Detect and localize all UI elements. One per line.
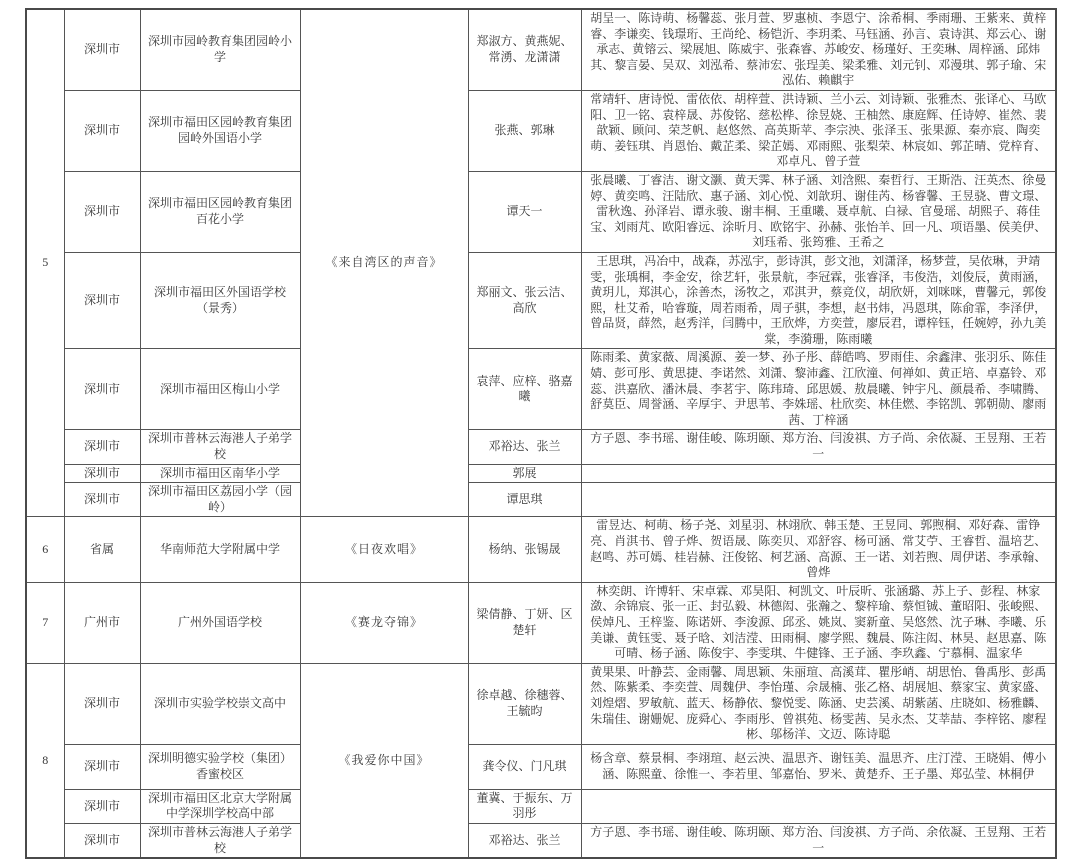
cell-city: 深圳市 (64, 744, 140, 789)
cell-city: 广州市 (64, 582, 140, 663)
table-row (26, 430, 1056, 464)
cell-teachers: 邓裕达、张兰 (468, 823, 581, 858)
cell-teachers: 谭天一 (468, 171, 581, 252)
cell-school: 深圳市福田区外国语学校（景秀） (140, 252, 300, 349)
cell-school: 深圳市普林云海港人子弟学校 (140, 823, 300, 858)
cell-school: 深圳市福田区南华小学 (140, 464, 300, 483)
cell-students: 胡呈一、陈诗萌、杨馨蕊、张月萱、罗惠桢、李恩宁、涂希桐、季雨珊、王紫来、黄梓睿、李谦奕、钱璟珩、王尚纶、杨铠沂、李玥柔、马钰涵、孙言、袁诗淇、郑云心、谢承志、黄镕云、梁展旭、陈威宇、张森睿、苏峻安、杨瑾好、王奕琳、周梓涵、邱炜其、黎言晏、吴双、刘泓希、蔡沛宏、张珵美、梁柔雅、刘元钊、邓漫琪、郭子瑜、宋泓佑、赖麒宇 (581, 9, 1056, 90)
cell-students: 陈雨柔、黄家薇、周溪源、姜一梦、孙子彤、薛皓鸣、罗雨佳、余鑫津、张羽乐、陈佳婧、彭可彤、黄思捷、李诺然、刘潇、黎沛鑫、江欣潼、何禅如、黄正培、卓嘉铃、邓蕊、洪嘉欣、潘沐晨、李茗宇、陈玮琦、邱思媛、敖晨曦、钟宇凡、颜晨希、李啸腾、舒莫臣、周誉涵、辛厚宇、尹思苇、李姝瑶、杜欣奕、林佳燃、李铭凯、郭朝勋、廖雨茜、丁梓涵 (581, 349, 1056, 430)
cell-teachers: 郑淑方、黄燕妮、常湧、龙潇潇 (468, 9, 581, 90)
cell-students (581, 789, 1056, 823)
roster-table (25, 8, 1057, 859)
table-row (26, 517, 1056, 582)
cell-teachers: 杨纳、张锡晟 (468, 517, 581, 582)
cell-teachers: 郑丽文、张云洁、高欣 (468, 252, 581, 349)
cell-teachers: 张燕、郭琳 (468, 90, 581, 171)
cell-teachers: 谭思琪 (468, 483, 581, 517)
cell-city: 深圳市 (64, 9, 140, 90)
cell-song: 《日夜欢唱》 (300, 517, 468, 582)
cell-song: 《我爱你中国》 (300, 663, 468, 858)
cell-city: 深圳市 (64, 430, 140, 464)
cell-school: 广州外国语学校 (140, 582, 300, 663)
table-row (26, 483, 1056, 517)
cell-school: 深圳明德实验学校（集团）香蜜校区 (140, 744, 300, 789)
table-row (26, 789, 1056, 823)
table-row (26, 582, 1056, 663)
cell-students: 方子恩、李书瑶、谢佳峻、陈玥颐、郑方治、闫浚祺、方子尚、余依凝、王昱翔、王若一 (581, 430, 1056, 464)
cell-city: 深圳市 (64, 252, 140, 349)
table-row (26, 171, 1056, 252)
cell-group-no: 7 (26, 582, 64, 663)
table-row (26, 349, 1056, 430)
cell-students: 方子恩、李书瑶、谢佳峻、陈玥颐、郑方治、闫浚祺、方子尚、余依凝、王昱翔、王若一 (581, 823, 1056, 858)
cell-group-no: 6 (26, 517, 64, 582)
cell-school: 深圳市福田区北京大学附属中学深圳学校高中部 (140, 789, 300, 823)
table-row (26, 663, 1056, 744)
cell-students: 雷昱达、柯萌、杨子尧、刘星羽、林翊欣、韩玉楚、王昱同、郭煦桐、邓好森、雷铮亮、肖淇书、曾子烨、贺语晟、陈奕贝、邓舒容、杨可涵、常艾苧、王睿哲、温培艺、赵鸣、苏可嫣、桂岩赫、汪俊铭、柯艺涵、高源、王一诺、刘若煦、周伊诺、李承翰、曾烨 (581, 517, 1056, 582)
cell-teachers: 龚令仪、门凡琪 (468, 744, 581, 789)
cell-teachers: 邓裕达、张兰 (468, 430, 581, 464)
table-row (26, 9, 1056, 90)
cell-teachers: 董冀、于振东、万羽彤 (468, 789, 581, 823)
table-row (26, 823, 1056, 858)
cell-city: 深圳市 (64, 90, 140, 171)
cell-school: 深圳市福田区荔园小学（园岭） (140, 483, 300, 517)
cell-city: 深圳市 (64, 483, 140, 517)
cell-students: 张晨曦、丁睿洁、谢文灏、黄天霁、林子涵、刘浛熙、秦哲行、王斯浩、汪英杰、徐曼婷、黄奕鸣、汪陆欣、惠子涵、刘心悦、刘歆玥、谢佳芮、杨睿馨、王昱骁、曹文璟、雷秋逸、孙泽岩、谭永骏、谢丰桐、王重曦、聂卓航、白禄、官曼瑶、胡熙子、蒋佳宝、刘雨芃、欧阳睿远、涂昕月、欧铭宇、孙赫、张怡羊、回一凡、项语墨、侯美伊、刘珏希、张筠雅、王希之 (581, 171, 1056, 252)
table-row (26, 464, 1056, 483)
cell-city: 省属 (64, 517, 140, 582)
cell-song: 《来自湾区的声音》 (300, 9, 468, 517)
cell-teachers: 梁倩静、丁妍、区楚轩 (468, 582, 581, 663)
cell-students (581, 464, 1056, 483)
cell-students: 杨含章、蔡景桐、李翊瑄、赵云泱、温思齐、谢钰美、温思齐、庄汀滢、王晓娟、傅小涵、陈熙童、徐惟一、李若里、邹嘉怡、罗米、黄楚乔、王子墨、郑弘莹、林桐伊 (581, 744, 1056, 789)
cell-city: 深圳市 (64, 464, 140, 483)
cell-students: 常靖轩、唐诗悦、雷依依、胡梓萱、洪诗颖、兰小云、刘诗颖、张雅杰、张译心、马欧阳、卫一铭、袁梓晟、苏俊铭、慈松桦、徐昱娆、王柚然、康庭辉、任诗婷、崔然、裴歆颖、顾问、荣芝帆、赵悠然、高英斯苹、李宗泱、张泽玉、张果源、秦亦宸、陶奕萌、姜钰琪、肖恩怡、戴芷柔、梁芷嫣、邓雨熙、张梨荣、林宸如、郭芷晴、党梓育、邓卓凡、曾子萱 (581, 90, 1056, 171)
cell-students (581, 483, 1056, 517)
cell-teachers: 袁萍、应梓、骆嘉曦 (468, 349, 581, 430)
cell-students: 林奕朗、许博轩、宋卓霖、邓昊阳、柯凯文、叶辰昕、张涵璐、苏上子、彭程、林家潋、余锦宸、张一正、封弘毅、林德闳、张瀚之、黎梓瑜、蔡恒铖、董昭阳、张峻熙、侯焯凡、王梓鉴、陈诺妍、李浚源、邱丞、姚岚、窦新童、吴悠然、沈子琳、李曦、乐美谦、黄钰雯、聂子晗、刘洁滢、田雨桐、廖学熙、魏晨、陈注闳、林昊、赵思嘉、陈可晴、杨子涵、陈俊宇、李雯琪、牛健锋、王子涵、李玖鑫、宁慕桐、温家华 (581, 582, 1056, 663)
cell-city: 深圳市 (64, 789, 140, 823)
cell-school: 深圳市福田区园岭教育集团百花小学 (140, 171, 300, 252)
cell-teachers: 郭展 (468, 464, 581, 483)
cell-school: 深圳市福田区梅山小学 (140, 349, 300, 430)
table-row (26, 90, 1056, 171)
cell-group-no: 8 (26, 663, 64, 858)
table-row (26, 744, 1056, 789)
cell-city: 深圳市 (64, 663, 140, 744)
cell-teachers: 徐卓越、徐穗蓉、王毓昀 (468, 663, 581, 744)
cell-school: 深圳市福田区园岭教育集团园岭外国语小学 (140, 90, 300, 171)
cell-song: 《赛龙夺锦》 (300, 582, 468, 663)
cell-city: 深圳市 (64, 171, 140, 252)
cell-city: 深圳市 (64, 349, 140, 430)
cell-school: 深圳市园岭教育集团园岭小学 (140, 9, 300, 90)
cell-students: 黄果果、叶静芸、金雨馨、周思颖、朱丽瑄、高溪茸、瞿彤峭、胡思怡、鲁禹彤、彭禹然、陈紫柔、李奕萱、周魏伊、李怡瑾、佘晟楠、张乙格、胡展旭、蔡家宝、黄家盛、刘煌熠、罗敏航、蓝天、杨静依、黎悦雯、陈涵、史芸溪、胡紫菡、庄晓如、杨雅麟、朱瑞佳、谢姗妮、庞舜心、李雨彤、曾祺苑、杨雯茜、吴永杰、艾莘喆、李梓铭、廖程彬、邬杨洋、文迈、陈诗聪 (581, 663, 1056, 744)
cell-school: 深圳市普林云海港人子弟学校 (140, 430, 300, 464)
cell-school: 深圳市实验学校崇文高中 (140, 663, 300, 744)
cell-group-no: 5 (26, 9, 64, 517)
cell-students: 王思琪，冯冶中，战森，苏泓宇，彭诗淇，彭文池，刘潇泽，杨梦萱，吴依琳，尹靖雯，张瑀桐，李金安，徐艺轩，张景航，李冠霖，张睿泽，韦俊浩，刘俊辰，黄雨涵，黄玥儿，郑淇心，涂善杰，汤牧之，邓淇尹，蔡竞仪，胡欣妍，刘咪咪，曹馨元，郭俊熙，杜艾希，哈睿璇，周若雨希，周子骐，李想，赵书炜，冯恩琪，陈俞霏，李泽伊，曾品贤，薛然，赵秀洋，闫腾中，王欣烨，方奕萱，廖辰君，谭梓钰，任婉婷，孙九美棠，李漪珊，陈雨曦 (581, 252, 1056, 349)
table-row (26, 252, 1056, 349)
cell-school: 华南师范大学附属中学 (140, 517, 300, 582)
cell-city: 深圳市 (64, 823, 140, 858)
